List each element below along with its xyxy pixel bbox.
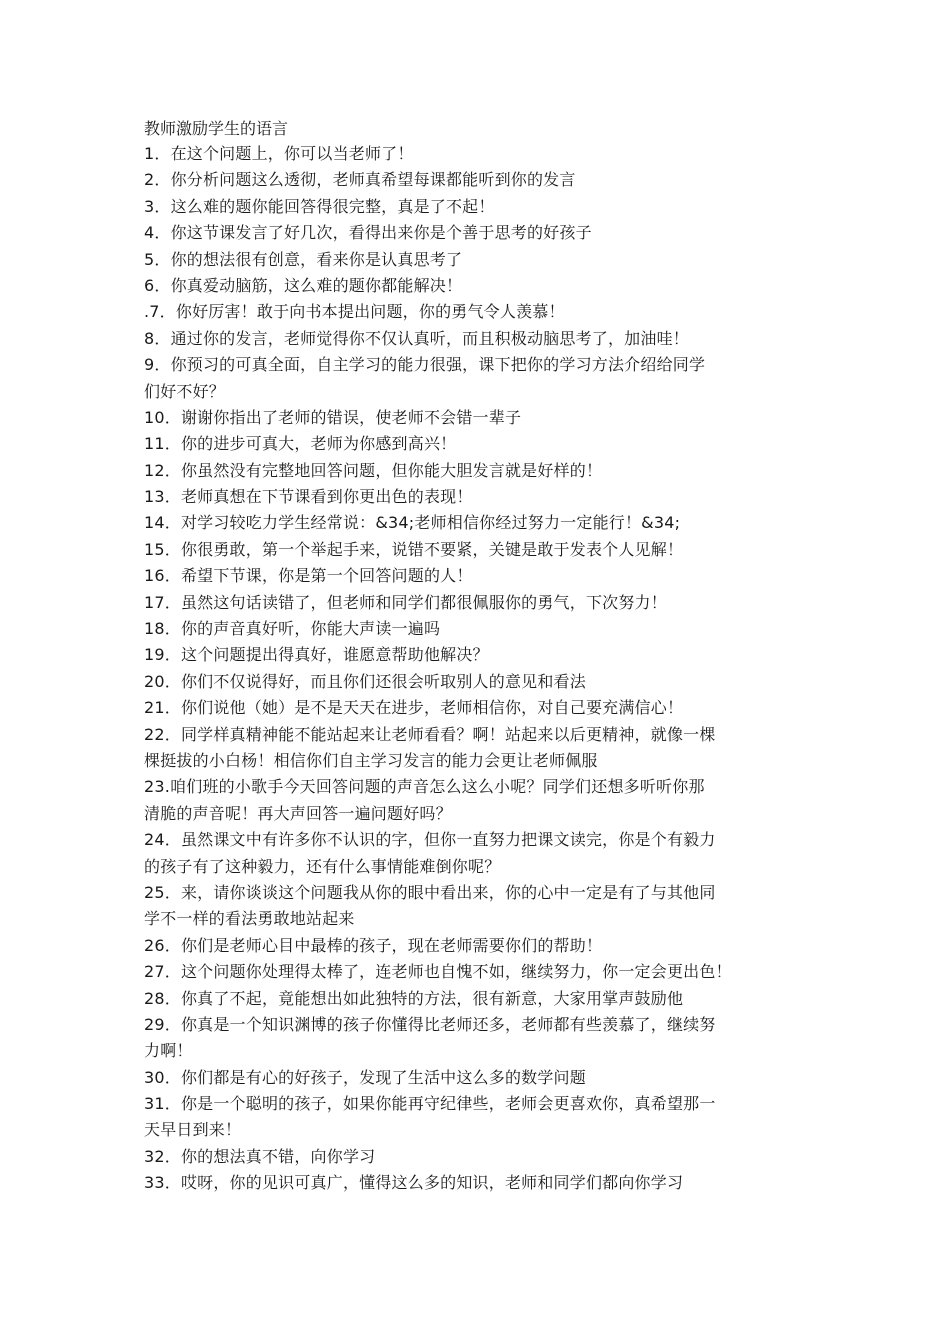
text-line: 天早日到来！ [144,1120,242,1140]
text-line: 11．你的进步可真大，老师为你感到高兴！ [144,434,457,454]
text-line: .7．你好厉害！敢于向书本提出问题，你的勇气令人羡慕！ [144,302,565,322]
text-line: 20．你们不仅说得好，而且你们还很会听取别人的意见和看法 [144,671,586,691]
text-line: 21．你们说他（她）是不是天天在进步，老师相信你，对自己要充满信心！ [144,698,684,718]
text-line: 3．这么难的题你能回答得很完整，真是了不起！ [144,196,495,216]
text-line: 16．希望下节课，你是第一个回答问题的人！ [144,566,473,586]
text-line: 1．在这个问题上，你可以当老师了！ [144,144,414,163]
text-line: 13．老师真想在下节课看到你更出色的表现！ [144,487,473,507]
document-body [144,141,850,1223]
text-line: 力啊！ [144,1041,193,1061]
text-line: 们好不好？ [144,381,226,401]
text-line: 的孩子有了这种毅力，还有什么事情能难倒你呢？ [144,856,501,876]
text-line: 23.咱们班的小歌手今天回答问题的声音怎么这么小呢？同学们还想多听听你那 [144,777,705,797]
text-line: 9．你预习的可真全面，自主学习的能力很强，课下把你的学习方法介绍给同学 [144,355,706,375]
text-line: 29．你真是一个知识渊博的孩子你懂得比老师还多，老师都有些羡慕了，继续努 [144,1014,716,1034]
text-line: 33．哎呀，你的见识可真广，懂得这么多的知识，老师和同学们都向你学习 [144,1173,684,1193]
text-line: 27．这个问题你处理得太棒了，连老师也自愧不如，继续努力，你一定会更出色！ [144,962,732,982]
text-line: 19．这个问题提出得真好，谁愿意帮助他解决？ [144,645,489,665]
text-line: 22．同学样真精神能不能站起来让老师看看？啊！站起来以后更精神，就像一棵 [144,724,716,744]
text-line: 学不一样的看法勇敢地站起来 [144,909,355,929]
text-line: 26．你们是老师心目中最棒的孩子，现在老师需要你们的帮助！ [144,935,603,955]
text-line [144,1197,850,1223]
text-line: 2．你分析问题这么透彻，老师真希望每课都能听到你的发言 [144,170,576,190]
text-line: 18．你的声音真好听，你能大声读一遍吗 [144,619,441,639]
text-line: 31．你是一个聪明的孩子，如果你能再守纪律些，老师会更喜欢你，真希望那一 [144,1094,716,1114]
text-line: 5．你的想法很有创意，看来你是认真思考了 [144,249,463,269]
text-line: 棵挺拔的小白杨！相信你们自主学习发言的能力会更让老师佩服 [144,750,598,770]
text-line: 6．你真爱动脑筋，这么难的题你都能解决！ [144,275,463,295]
text-line: 15．你很勇敢，第一个举起手来，说错不要紧，关键是敢于发表个人见解！ [144,539,684,559]
text-line: 17．虽然这句话读错了，但老师和同学们都很佩服你的勇气，下次努力！ [144,592,667,612]
text-line: 30．你们都是有心的好孩子，发现了生活中这么多的数学问题 [144,1067,586,1087]
text-line: 32．你的想法真不错，向你学习 [144,1146,376,1166]
text-line: 8．通过你的发言，老师觉得你不仅认真听，而且积极动脑思考了，加油哇！ [144,328,689,348]
text-line: 28．你真了不起，竟能想出如此独特的方法，很有新意，大家用掌声鼓励他 [144,988,684,1008]
text-line: 14．对学习较吃力学生经常说：&34;老师相信你经过努力一定能行！&34; [144,513,681,533]
text-line: 24．虽然课文中有许多你不认识的字，但你一直努力把课文读完，你是个有毅力 [144,830,716,850]
text-line: 25．来，请你谈谈这个问题我从你的眼中看出来，你的心中一定是有了与其他同 [144,882,716,902]
text-line: 清脆的声音呢！再大声回答一遍问题好吗？ [144,803,452,823]
text-line: 12．你虽然没有完整地回答问题，但你能大胆发言就是好样的！ [144,460,603,480]
text-line: 10．谢谢你指出了老师的错误，使老师不会错一辈子 [144,407,522,427]
document-title: 教师激励学生的语言 [144,119,289,138]
text-line: 4．你这节课发言了好几次，看得出来你是个善于思考的好孩子 [144,223,592,243]
